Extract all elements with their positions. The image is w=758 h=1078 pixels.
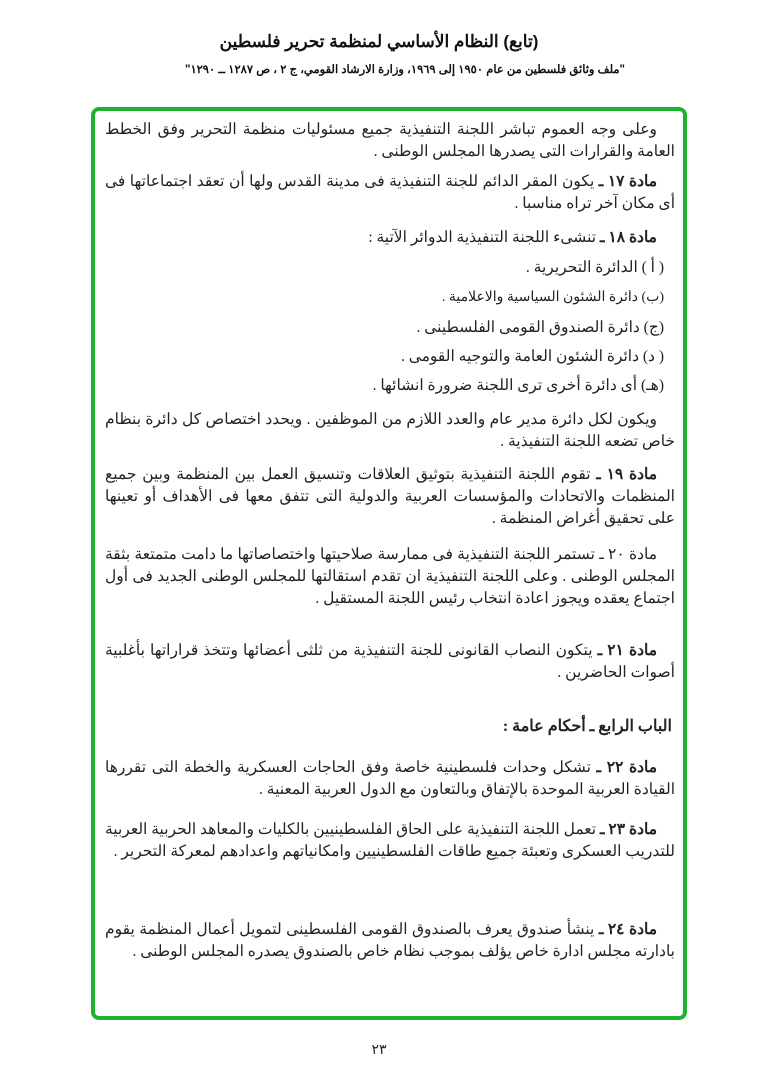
intro-paragraph: وعلى وجه العموم تباشر اللجنة التنفيذية جميع مسئوليات منظمة التحرير وفق الخطط العامة والقرارات التى يصدرها المجلس الوطنى . <box>105 121 675 160</box>
article-24 <box>105 919 675 963</box>
department-item: (هـ) أى دائرة أخرى ترى اللجنة ضرورة انشائها . <box>372 377 664 394</box>
article-label: مادة ٢٣ ـ <box>599 821 657 838</box>
article-label: مادة ١٨ ـ <box>599 229 657 246</box>
article-text: تعمل اللجنة التنفيذية على الحاق الفلسطينيين بالكليات والمعاهد الحربية العربية للتدريب العسكرى وتعبئة جميع طاقات الفلسطينيين وامكانياتهم واعدادهم لمعركة التحرير . <box>105 821 675 860</box>
article-18-note: ويكون لكل دائرة مدير عام والعدد اللازم من الموظفين . ويحدد اختصاص كل دائرة بنظام خاص تضعه اللجنة التنفيذية . <box>105 411 675 450</box>
article-21 <box>105 640 675 684</box>
article-label: مادة ٢٢ ـ <box>596 759 657 776</box>
article-label: مادة ١٩ ـ <box>596 466 657 483</box>
article-17 <box>105 171 675 215</box>
article-text: تستمر اللجنة التنفيذية فى ممارسة صلاحيتها واختصاصاتها ما دامت متمتعة بثقة المجلس الوطنى . وعلى اللجنة التنفيذية ان تقدم استقالتها للمجلس الوطنى الجديد فى أول اجتماع يعقده ويجوز اعادة انتخاب رئيس اللجنة المستقيل . <box>105 546 675 607</box>
source-citation: "ملف وثائق فلسطين من عام ١٩٥٠ إلى ١٩٦٩، وزارة الارشاد القومي، ج ٢ ، ص ١٢٨٧ ــ ١٢٩٠" <box>184 64 625 76</box>
article-text: يكون المقر الدائم للجنة التنفيذية فى مدينة القدس ولها أن تعقد اجتماعاتها فى أى مكان آخر تراه مناسبا . <box>105 173 675 212</box>
article-text: تنشىء اللجنة التنفيذية الدوائر الآتية : <box>368 229 597 246</box>
department-item: (ج) دائرة الصندوق القومى الفلسطينى . <box>416 319 664 336</box>
article-20 <box>105 544 675 610</box>
department-item: (ب) دائرة الشئون السياسية والاعلامية . <box>441 290 664 305</box>
article-label: مادة ٢٤ ـ <box>598 921 658 938</box>
article-text: تشكل وحدات فلسطينية خاصة وفق الحاجات العسكرية والخطة التى تقررها القيادة العربية الموحدة بالإتفاق وبالتعاون مع الدول العربية المعنية . <box>105 759 675 798</box>
page-title: (تابع) النظام الأساسي لمنظمة تحرير فلسطين <box>219 32 539 51</box>
article-label: مادة ١٧ ـ <box>598 173 657 190</box>
article-label: مادة ٢١ ـ <box>597 642 658 659</box>
page-number: ٢٣ <box>371 1043 387 1058</box>
chapter-heading: الباب الرابع ـ أحكام عامة : <box>502 718 672 735</box>
article-22 <box>105 757 675 801</box>
article-text: تقوم اللجنة التنفيذية بتوثيق العلاقات وتنسيق العمل بين المنظمة وبين جميع المنظمات والاتحادات والمؤسسات العربية والدولية التى تتفق معها فى الأهداف أو تعينها على تحقيق أغراض المنظمة . <box>105 466 675 527</box>
article-text: ينشأ صندوق يعرف بالصندوق القومى الفلسطينى لتمويل أعمال المنظمة يقوم بادارته مجلس ادارة خاص يؤلف بموجب نظام خاص بالصندوق يصدره المجلس الوطنى . <box>105 921 675 960</box>
article-19 <box>105 464 675 530</box>
article-text: يتكون النصاب القانونى للجنة التنفيذية من ثلثى أعضائها وتتخذ قراراتها بأغلبية أصوات الحاضرين . <box>105 642 675 681</box>
department-item: ( أ ) الدائرة التحريرية . <box>525 259 664 276</box>
article-label: مادة ٢٠ ـ <box>599 546 658 563</box>
article-18 <box>105 227 675 249</box>
article-23 <box>105 819 675 863</box>
department-item: ( د) دائرة الشئون العامة والتوجيه القومى . <box>400 348 664 365</box>
